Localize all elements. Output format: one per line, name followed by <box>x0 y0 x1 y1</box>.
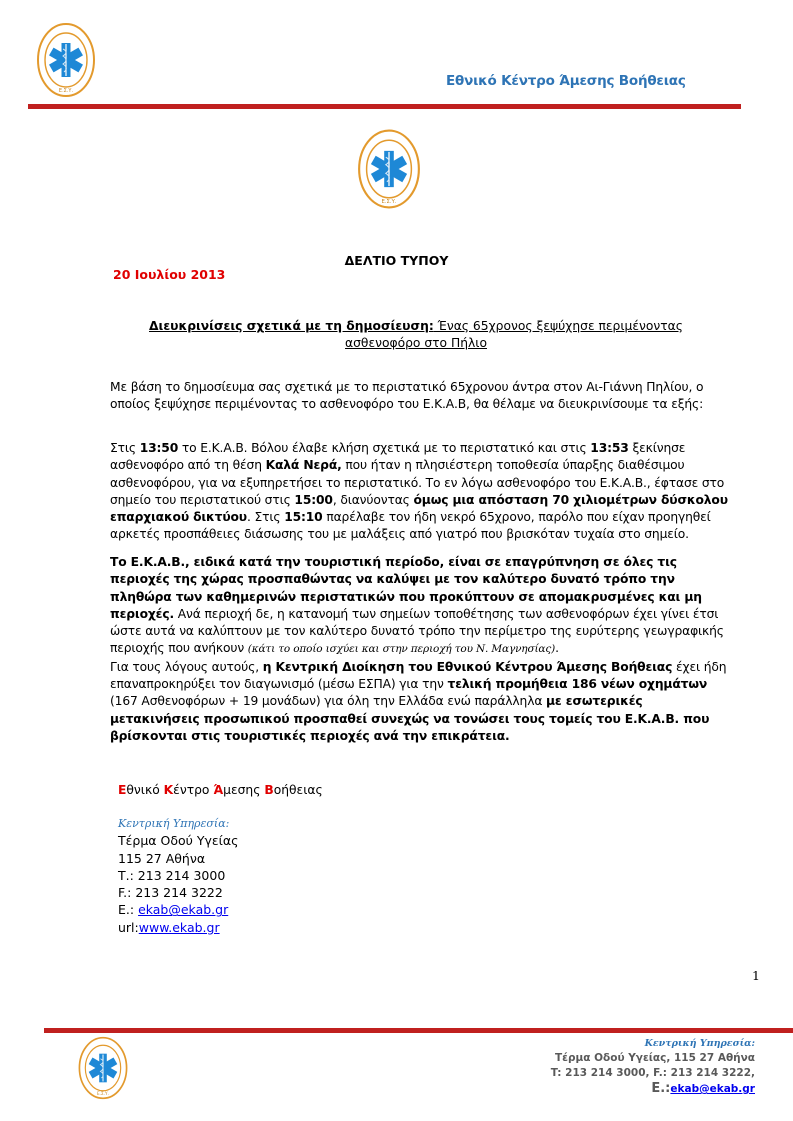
initial: Ε <box>118 783 127 797</box>
page-number: 1 <box>752 968 760 983</box>
text: θνικό <box>126 783 164 797</box>
text: οήθειας <box>273 783 323 797</box>
distance-note: όμως μια απόσταση 70 χιλιομέτρων δύσκολου επαρχιακού δικτύου <box>110 492 728 525</box>
text: Στις <box>110 441 140 455</box>
contact-block <box>118 815 238 936</box>
header-org-name: Εθνικό Κέντρο Άμεσης Βοήθειας <box>446 73 686 89</box>
text-bold: τελική προμήθεια 186 νέων οχημάτων <box>447 677 708 692</box>
contact-city: 115 27 Αθήνα <box>118 850 206 866</box>
document-title: ΔΕΛΤΙΟ ΤΥΠΟΥ <box>344 253 449 268</box>
time-dispatch: 13:53 <box>590 441 629 455</box>
text-italic: (κάτι το οποίο ισχύει και στην περιοχή του Ν. Μαγνησίας) <box>247 643 556 656</box>
footer-email-label: E.: <box>651 1081 671 1096</box>
text-bold: η Κεντρική Διοίκηση του Εθνικού Κέντρου Άμεσης Βοήθειας <box>262 659 673 674</box>
text: που ήταν η πλησιέστερη τοποθεσία ύπαρξης διαθέσιμου ασθενοφόρου, για να εξυπηρετήσει το περιστατικό. Το εν λόγω ασθενοφόρο του Ε.Κ.Α.Β., έφτασε στο σημείο του περιστατικού στις <box>110 458 725 507</box>
ekab-logo-icon <box>36 22 96 98</box>
contact-email-row <box>118 901 238 918</box>
paragraph-statement <box>110 554 730 745</box>
email-link[interactable]: ekab@ekab.gr <box>138 902 229 918</box>
contact-service-label: Κεντρική Υπηρεσία: <box>118 817 230 830</box>
text: Ανά περιοχή δε, η κατανομή των σημείων τοποθέτησης των ασθενοφόρων έχει γίνει έτσι ώστε αυτά να καλύπτουν με τον καλύτερο δυνατό τρόπο την περίμετρο της ευρύτερης γεωγραφικής περιοχής που ανήκουν <box>110 606 724 656</box>
text: ξεκίνησε ασθενοφόρο από τη θέση <box>110 441 686 473</box>
paragraph-timeline <box>110 440 730 544</box>
time-call: 13:50 <box>139 441 179 455</box>
text: (167 Ασθενοφόρων + 19 μονάδων) για όλη την Ελλάδα ενώ παράλληλα <box>110 694 547 709</box>
initial: Β <box>264 783 274 797</box>
text: , διανύοντας <box>332 492 414 507</box>
initial: Κ <box>163 783 174 797</box>
document-subject <box>110 318 722 352</box>
text-bold: με εσωτερικές μετακινήσεις προσωπικού προσπαθεί συνεχώς να τονώσει τους τομείς του Ε.Κ.Α.Β. που βρίσκονται στις τουριστικές περιοχές ανά την επικράτεια. <box>110 694 710 743</box>
contact-url-row <box>118 919 238 936</box>
subject-label: Διευκρινίσεις σχετικά με τη δημοσίευση: <box>149 319 434 333</box>
time-arrival: 15:00 <box>294 492 333 507</box>
paragraph-intro: Με βάση το δημοσίευμα σας σχετικά με το περιστατικό 65χρονου άντρα στον Αι-Γιάννη Πηλίου, ο οποίος ξεψύχησε περιμένοντας το ασθενοφόρο του Ε.Κ.Α.Β, θα θέλαμε να διευκρινίσουμε τα εξής: <box>110 380 704 412</box>
footer-contact <box>551 1036 755 1097</box>
email-label: E.: <box>118 902 139 918</box>
website-link[interactable]: www.ekab.gr <box>138 919 220 935</box>
text: μεσης <box>223 783 265 797</box>
text: παρέλαβε τον ήδη νεκρό 65χρονο, παρόλο που είχαν προηγηθεί αρκετές προσπάθειες διάσωσης του με μαλάξεις από γιατρό που βρισκόταν τυχαία στο σημείο. <box>110 510 711 542</box>
document-date: 20 Ιουλίου 2013 <box>113 267 226 282</box>
text: . <box>555 641 559 656</box>
footer-address: Τέρμα Οδού Υγείας, 115 27 Αθήνα <box>554 1052 755 1064</box>
footer-email-link[interactable]: ekab@ekab.gr <box>670 1083 755 1095</box>
footer-divider <box>44 1028 793 1033</box>
contact-phone: Τ.: 213 214 3000 <box>118 867 226 883</box>
text: Για τους λόγους αυτούς, <box>110 659 263 674</box>
footer-phones: T: 213 214 3000, F.: 213 214 3222, <box>550 1067 755 1079</box>
footer-email-row <box>551 1081 755 1097</box>
text: το Ε.Κ.Α.Β. Βόλου έλαβε κλήση σχετικά με το περιστατικό και στις <box>178 441 591 455</box>
text: έχει ήδη επαναπροκηρύξει τον διαγωνισμό (μέσω ΕΣΠΑ) για την <box>110 659 727 692</box>
initial: Ά <box>213 783 224 797</box>
ekab-center-logo-icon <box>357 128 421 210</box>
time-pickup: 15:10 <box>284 510 323 525</box>
contact-fax: F.: 213 214 3222 <box>118 885 223 901</box>
url-label: url: <box>118 919 139 935</box>
text: . Στις <box>246 510 285 525</box>
footer-service-label: Κεντρική Υπηρεσία: <box>644 1038 755 1049</box>
header-divider <box>28 104 741 109</box>
place-name: Καλά Νερά, <box>265 458 342 473</box>
contact-street: Τέρμα Οδού Υγείας <box>118 833 239 849</box>
signature <box>118 783 323 797</box>
text: έντρο <box>173 783 214 797</box>
subject-text: Ένας 65χρονος ξεψύχησε περιμένοντας ασθενοφόρο στο Πήλιο <box>345 319 683 350</box>
text-bold: Το Ε.Κ.Α.Β., ειδικά κατά την τουριστική περίοδο, είναι σε επαγρύπνηση σε όλες τις περιοχές της χώρας προσπαθώντας να καλύψει με τον καλύτερο δυνατό τρόπο την πληθώρα των καθημερινών περιστατικών που προκύπτουν σε απομακρυσμένες και μη περιοχές. <box>110 555 702 621</box>
ekab-footer-logo-icon <box>76 1036 130 1100</box>
